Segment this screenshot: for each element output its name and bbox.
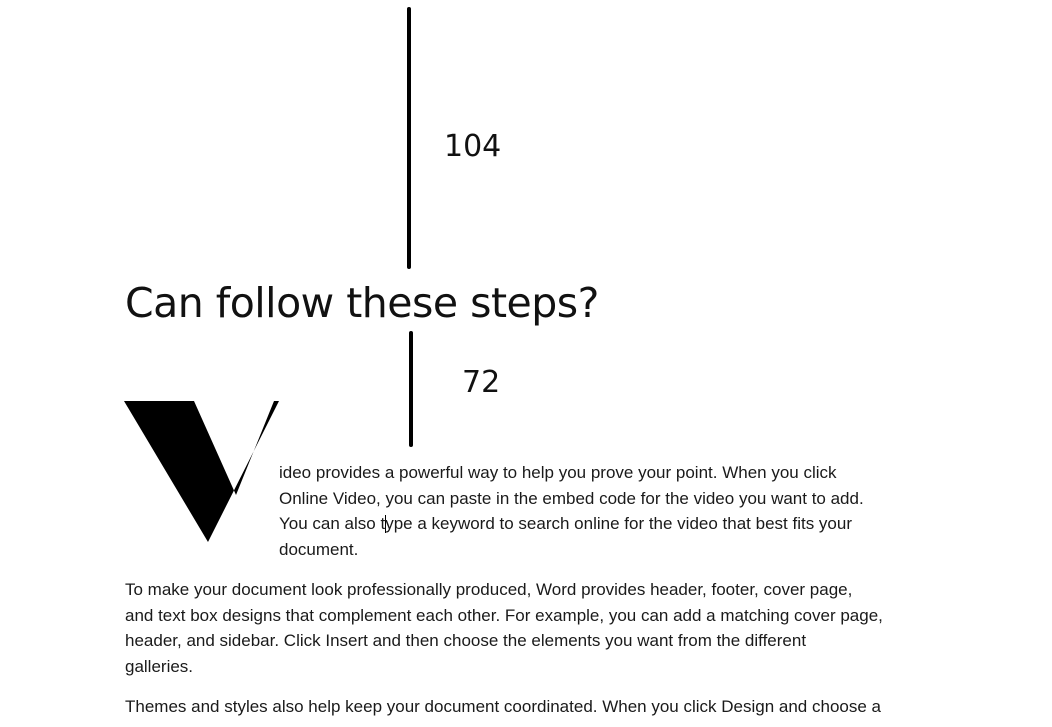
measurement-label-top: 104	[444, 129, 502, 164]
measurement-label-middle: 72	[462, 365, 501, 400]
paragraph-line: Online Video, you can paste in the embed code for the video you want to add.	[279, 488, 864, 508]
line-segment: ype a keyword to search online for the video that best fits your	[385, 514, 852, 534]
paragraph-line: ideo provides a powerful way to help you prove your point. When you click	[279, 463, 837, 482]
measurement-line-top	[407, 7, 411, 269]
paragraph-line: and text box designs that complement each other. For example, you can add a matching cover page,	[125, 605, 883, 625]
drop-cap-v[interactable]	[124, 399, 280, 543]
paragraph-line: document.	[279, 540, 359, 560]
paragraph-line: galleries.	[125, 657, 194, 677]
paragraph-line: header, and sidebar. Click Insert and then choose the elements you want from the different	[125, 631, 807, 651]
paragraph-professional[interactable]	[125, 577, 925, 680]
document-heading[interactable]: Can follow these steps?	[125, 279, 599, 327]
paragraph-video[interactable]	[279, 460, 919, 563]
paragraph-line: Themes and styles also help keep your document coordinated. When you click Design and choose a	[125, 697, 881, 716]
paragraph-themes[interactable]	[125, 694, 925, 720]
paragraph-line-with-caret	[279, 511, 919, 537]
measurement-line-middle	[409, 331, 413, 447]
paragraph-line: To make your document look professionally produced, Word provides header, footer, cover page,	[125, 580, 853, 599]
line-segment: You can also t	[279, 514, 386, 534]
